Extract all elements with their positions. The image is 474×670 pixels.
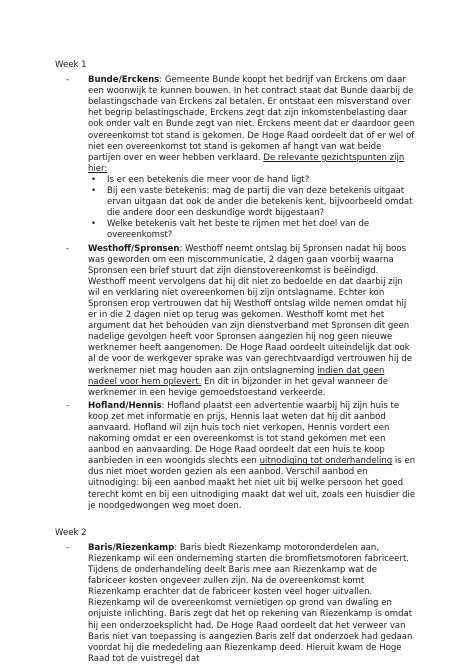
case-bunde-erckens	[55, 75, 416, 241]
case-westhoff-spronsen	[55, 244, 416, 399]
list-item	[88, 219, 416, 241]
case-name: Westhoff/Spronsen	[88, 243, 180, 254]
dash-bullet: -	[66, 400, 70, 411]
case-baris-riezenkamp	[55, 543, 416, 665]
case-text: : Baris biedt Riezenkamp motoronderdelen aan, Riezenkamp wil een onderneming starten die bromfietsmotoren fabriceert. Tijdens de onderhandeling deelt Baris mee aan Riezenkamp wat de fabriceer kosten ongeveer zullen zijn. Na de overeenkomst komt Riezenkamp erachter dat de fabriceer kosten veel hoger uitvallen. Riezenkamp wil de overeenkomst vernietigen op grond van dwaling en onjuiste inlichting. Baris zegt dat het op rekening van Riezenkamp is omdat hij een onderzoeksplicht had. De Hoge Raad oordeelt dat het verweer van Baris niet van toepassing is aangezien Baris zelf dat onderzoek had gedaan voordat hij die mededeling aan Riezenkamp deed. Hieruit kwam de Hoge Raad tot de vuistregel dat	[88, 542, 413, 664]
case-hofland-hennis	[55, 401, 416, 512]
bullet-icon: •	[91, 186, 97, 197]
case-text: : Westhoff neemt ontslag bij Spronsen nadat hij boos was geworden om een miscommunicatie, 2 dagen gaan voorbij waarna Spronsen een brief stuurt dat zijn dienstovereenkomst is beëindigd. Westhoff meent vervolgens dat hij dit niet zo bedoelde en dat daarbij zijn wil en verklaring niet overeenkomen bij zijn ontslagname. Echter kon Spronsen erop vertrouwen dat hij Westhoff ontslag wilde nemen omdat hij er in die 2 dagen niet op terug was gekomen. Westhoff komt met het argument dat het behouden van zijn dienstverband met Spronsen dit geen nadelige gevolgen heeft voor Spronsen aangezien hij nog geen nieuwe werknemer heeft aangenomen. De Hoge Raad oordeelt uiteindelijk dat ook al de voor de werkgever sprake was van gerechtvaardigd vertrouwen hij de werknemer niet mag houden aan zijn ontslagneming	[88, 243, 412, 376]
case-paragraph	[88, 401, 416, 512]
case-name: Bunde/Erckens	[88, 75, 160, 86]
bullet-icon: •	[91, 219, 97, 230]
case-underlined-text: indien dat geen nadeel voor hem oplevert.	[88, 365, 385, 387]
case-paragraph	[88, 75, 416, 175]
list-item-text: Bij een vaste betekenis: mag de partij die van deze betekenis uitgaat ervan uitgaan dat ook de ander die betekenis kent, bijvoorbeeld omdat die andere door een deskundige wordt bijgestaan?	[107, 186, 413, 219]
case-paragraph	[88, 244, 416, 399]
question-list	[88, 175, 416, 242]
case-text-after: En dit in bijzonder in het geval wanneer de werknemer in een hevige gemoedstoestand verkeerde.	[88, 376, 389, 398]
list-item-text: Welke betekenis valt het beste te rijmen met het doel van de overeenkomst?	[107, 219, 370, 241]
dash-bullet: -	[66, 542, 70, 553]
list-item	[88, 186, 416, 219]
case-text-after: is en dus niet moet worden gezien als een aanbod. Verschil aanbod en uitnodiging: bij een aanbod maakt het niet uit bij welke persoon het goed terecht komt en bij een uitnodiging maakt dat wel uit, zoals een huisdier die je noodgedwongen weg moet doen.	[88, 456, 416, 511]
case-text: : Gemeente Bunde koopt het bedrijf van Erckens om daar een woonwijk te kunnen bouwen. In het contract staat dat Bunde daarbij de belastingschade van Erckens zal betalen. Er ontstaat een misverstand over het begrip belastingschade, Erckens zegt dat zijn inkomstenbelasting daar ook onder valt en Bunde zegt van niet. Erckens meent dat er daardoor geen overeenkomst tot stand is gekomen. De Hoge Raad oordeelt dat of er wel of niet een overeenkomst tot stand is gekomen af hangt van wat beide partijen over en weer hebben verklaard.	[88, 75, 415, 163]
case-name: Baris/Riezenkamp	[88, 542, 175, 553]
bullet-icon: •	[91, 174, 97, 185]
case-paragraph	[88, 543, 416, 665]
week-1-heading: Week 1	[55, 60, 87, 70]
week-2-heading: Week 2	[55, 527, 87, 538]
dash-bullet: -	[66, 243, 70, 254]
case-name: Hofland/Hennis	[88, 400, 162, 411]
list-item-text: Is er een betekenis die meer voor de hand ligt?	[107, 174, 310, 185]
case-underlined-text: De relevante gezichtspunten zijn hier:	[88, 152, 405, 174]
dash-bullet: -	[66, 75, 70, 86]
case-text: : Hofland plaatst een advertentie waarbij hij zijn huis te koop zet met informatie en prijs, Hennis laat weten dat hij dit aanbod aanvaard. Hofland wil zijn huis toch niet verkopen, Hennis vordert een nakoming omdat er een overeenkomst is tot stand gekomen met een aanbod en aanvaarding. De Hoge Raad oordeelt dat een huis te koop aanbieden in een woongids slechts een	[88, 400, 400, 467]
list-item	[88, 175, 416, 186]
case-underlined-text: uitnodiging tot onderhandeling	[259, 456, 393, 467]
